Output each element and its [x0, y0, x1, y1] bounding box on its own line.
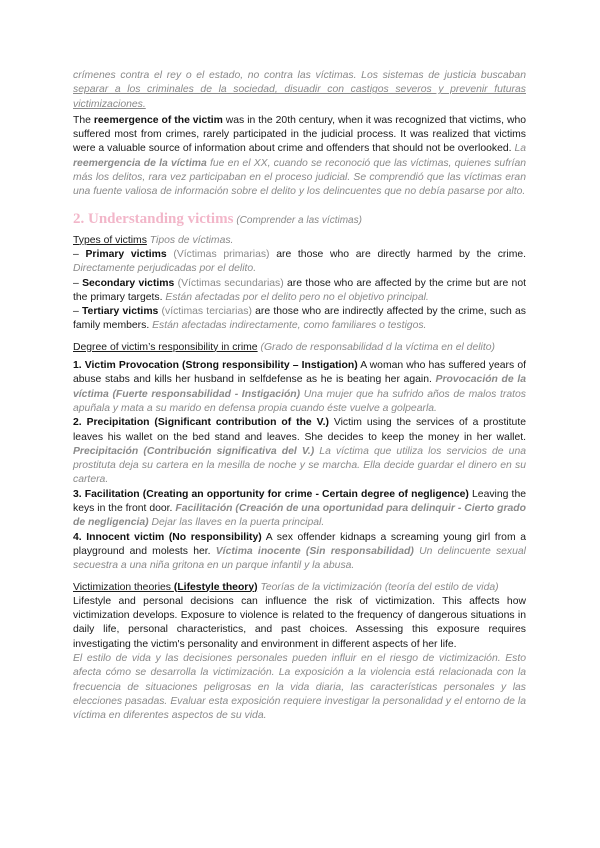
- primary-label-es: (Víctimas primarias): [173, 248, 270, 260]
- degree-item-text-es: Un delincuente sexual secuestra a una niña gritona en un parque infantil y la abusa.: [73, 545, 526, 572]
- degree-item-2: [73, 416, 526, 487]
- page-content: [73, 69, 526, 723]
- tertiary-label-es: (víctimas terciarias): [161, 306, 252, 318]
- reemergence-es-body: fue en el XX, cuando se reconoció que las víctimas, quienes sufrían más los delitos, rara vez participaban en el proceso judicial. Se comprendió que las víctimas eran una fuente valiosa de información sobre el delito y los delincuentes que no debía pasarse por alto.: [73, 157, 527, 198]
- types-heading: [73, 234, 526, 248]
- theories-en-paragraph: Lifestyle and personal decisions can influence the risk of victimization. This affects how victimization develops. Exposure to violence is related to the frequency of dangerous situations in daily life, personal characteristics, and past choices. Assessing this exposure requires investigating the victim's personality and environment in different aspects of her life.: [73, 595, 526, 650]
- dash: –: [73, 306, 82, 318]
- degree-item-1: [73, 359, 526, 416]
- degree-item-text: Leaving the keys in the front door.: [73, 488, 526, 515]
- secondary-label-es: (Víctimas secundarias): [177, 277, 284, 289]
- degree-item-title-es: Precipitación (Contribución significativa del V.): [73, 445, 315, 457]
- dash: –: [73, 248, 86, 260]
- degree-item-title-es: Facilitación (Creación de una oportunidad para delinquir - Cierto grado de negligencia): [73, 503, 527, 529]
- degree-heading-en: Degree of victim’s responsibility in crime: [73, 341, 258, 353]
- reemergence-es-pre: La: [514, 143, 526, 155]
- primary-text-es: Directamente perjudicadas por el delito.: [73, 263, 257, 275]
- types-heading-es: Tipos de víctimas.: [149, 234, 234, 246]
- reemergence-es-term: reemergencia de la víctima: [73, 157, 207, 169]
- tertiary-label: Tertiary victims: [81, 306, 159, 318]
- reemergence-paragraph: [73, 114, 526, 200]
- primary-text: are those who are directly harmed by the crime.: [269, 248, 527, 260]
- degree-item-title: 1. Victim Provocation (Strong responsibility – Instigation): [73, 360, 358, 372]
- degree-item-3: [73, 488, 526, 531]
- reemergence-pre: The: [73, 114, 94, 126]
- degree-item-4: [73, 531, 526, 574]
- section-subtitle: (Comprender a las víctimas): [236, 214, 362, 226]
- secondary-label: Secondary victims: [82, 277, 175, 289]
- degree-item-text: A sex offender kidnaps a screaming young girl from a playground and molests her.: [73, 531, 526, 557]
- theories-heading-bold: (Lifestyle theory): [173, 581, 258, 593]
- tertiary-text-es: Están afectadas indirectamente, como familiares o testigos.: [152, 320, 427, 332]
- secondary-text-es: Están afectadas por el delito pero no el objetivo principal.: [165, 291, 429, 303]
- primary-label: Primary victims: [85, 248, 167, 260]
- secondary-victims: [73, 277, 526, 306]
- types-heading-en: Types of victims: [73, 234, 147, 246]
- degree-item-text-es: La víctima que utiliza los servicios de una prostituta deja su cartera en la mesilla de noche y se marcha. Ella decide guardar el dinero en su cartera.: [73, 445, 527, 486]
- tertiary-victims: [73, 305, 526, 334]
- theories-heading-en: Victimization theories: [73, 581, 174, 593]
- intro-fragment: [73, 69, 526, 112]
- degree-heading: [73, 341, 526, 355]
- degree-heading-es: (Grado de responsabilidad d la víctima en el delito): [260, 341, 495, 353]
- degree-item-text: Victim using the services of a prostitute leaves his wallet on the bed stand and leaves. She decides to keep the money in her wallet.: [73, 417, 526, 443]
- degree-item-title-es: Provocación de la víctima (Fuerte responsabilidad - Instigación): [73, 374, 526, 400]
- degree-item-text-es: Una mujer que ha sufrido años de malos tratos apuñala y mata a su marido en defensa propia cuando éste vuelve a golpearla.: [73, 388, 526, 414]
- intro-line-1: crímenes contra el rey o el estado, no contra las víctimas. Los sistemas de justicia buscaban: [73, 70, 526, 81]
- theories-es-paragraph: El estilo de vida y las decisiones personales pueden influir en el riesgo de victimización. Esto afecta cómo se desarrolla la victimización. La exposición a la violencia está relacionada con la frecuencia de situaciones peligrosas en la vida diaria, las características personales y las elecciones pasadas. Evaluar esta exposición requiere investigar la personalidad y el entorno de la víctima en diferentes aspectos de su vida.: [73, 652, 526, 722]
- degree-item-text-es: Dejar las llaves en la puerta principal.: [148, 517, 325, 529]
- secondary-text: are those who are affected by the crime but are not the primary targets.: [73, 277, 526, 303]
- degree-item-title: 3. Facilitation (Creating an opportunity for crime - Certain degree of negligence): [73, 488, 469, 500]
- reemergence-body: was in the 20th century, when it was recognized that victims, who suffered most from crimes, rarely participated in the judicial process. It was realized that victims were a valuable source of information about crime and offenders that should not be overlooked.: [73, 114, 527, 155]
- section-heading: [73, 210, 526, 230]
- section-title: 2. Understanding victims: [73, 210, 234, 227]
- theories-heading-es: Teorías de la victimización (teoría del estilo de vida): [257, 581, 499, 593]
- degree-item-title: 2. Precipitation (Significant contribution of the V.): [73, 417, 329, 429]
- primary-victims: [73, 248, 526, 277]
- reemergence-term: reemergence of the victim: [93, 114, 223, 126]
- theories-heading: [73, 581, 526, 595]
- tertiary-text: are those who are indirectly affected by the crime, such as family members.: [73, 306, 527, 332]
- degree-item-title-es: Víctima inocente (Sin responsabilidad): [215, 545, 414, 557]
- dash: –: [73, 277, 83, 289]
- degree-item-text: A woman who has suffered years of abuse stabs and kills her husband in selfdefense as he is beating her again.: [73, 360, 526, 386]
- intro-line-2: separar a los criminales de la sociedad, disuadir con castigos severos y prevenir futuras victimizaciones.: [73, 84, 526, 110]
- degree-item-title: 4. Innocent victim (No responsibility): [73, 531, 262, 543]
